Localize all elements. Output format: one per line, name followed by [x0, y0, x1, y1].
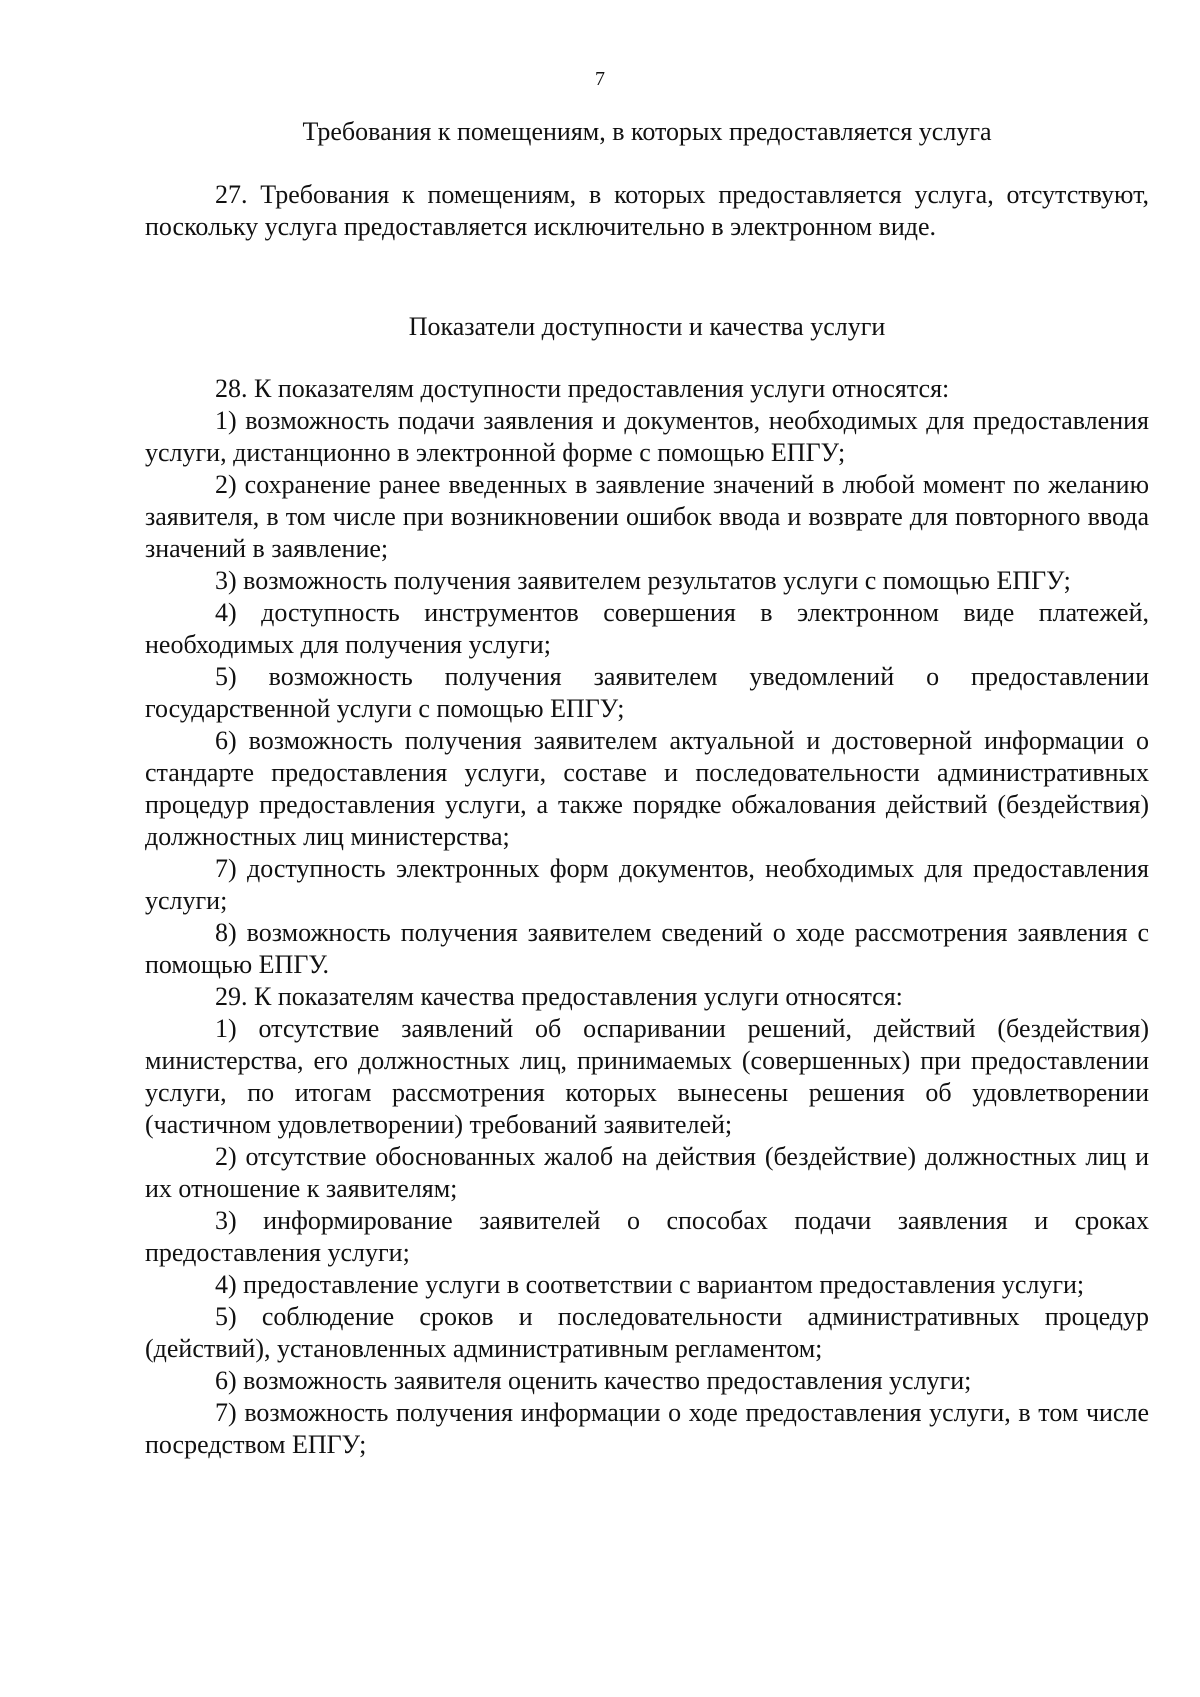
list-item-28-2: 2) сохранение ранее введенных в заявление значений в любой момент по желанию заявителя, в том числе при возникновении ошибок ввода и возврате для повторного ввода значений в заявление;: [145, 470, 1149, 563]
list-item-28-1: 1) возможность подачи заявления и документов, необходимых для предоставления услуги, дистанционно в электронной форме с помощью ЕПГУ;: [145, 406, 1149, 467]
section-heading-premises: Требования к помещениям, в которых предоставляется услуга: [302, 117, 992, 146]
list-item-28-8: 8) возможность получения заявителем сведений о ходе рассмотрения заявления с помощью ЕПГУ.: [145, 918, 1149, 979]
list-item-28-6: 6) возможность получения заявителем актуальной и достоверной информации о стандарте предоставления услуги, составе и последовательности административных процедур предоставления услуги, а также порядке обжалования действий (бездействия) должностных лиц министерства;: [145, 726, 1149, 851]
section-heading-indicators: Показатели доступности и качества услуги: [408, 312, 886, 341]
list-item-29-6: 6) возможность заявителя оценить качество предоставления услуги;: [215, 1366, 972, 1395]
list-item-29-2: 2) отсутствие обоснованных жалоб на действия (бездействие) должностных лиц и их отношение к заявителям;: [145, 1142, 1149, 1203]
paragraph-27: 27. Требования к помещениям, в которых предоставляется услуга, отсутствуют, поскольку услуга предоставляется исключительно в электронном виде.: [145, 180, 1149, 241]
list-item-28-4: 4) доступность инструментов совершения в электронном виде платежей, необходимых для получения услуги;: [145, 598, 1149, 659]
page-number: 7: [595, 68, 605, 90]
list-item-29-5: 5) соблюдение сроков и последовательности административных процедур (действий), установленных административным регламентом;: [145, 1302, 1149, 1363]
list-item-29-3: 3) информирование заявителей о способах подачи заявления и сроках предоставления услуги;: [145, 1206, 1149, 1267]
section-body-premises: [145, 179, 1149, 243]
section-body-indicators: [145, 373, 1149, 1461]
paragraph-29: 29. К показателям качества предоставления услуги относятся:: [215, 982, 903, 1011]
list-item-28-3: 3) возможность получения заявителем результатов услуги с помощью ЕПГУ;: [215, 566, 1071, 595]
list-item-29-7: 7) возможность получения информации о ходе предоставления услуги, в том числе посредством ЕПГУ;: [145, 1398, 1149, 1459]
list-item-29-4: 4) предоставление услуги в соответствии с вариантом предоставления услуги;: [215, 1270, 1085, 1299]
list-item-28-7: 7) доступность электронных форм документов, необходимых для предоставления услуги;: [145, 854, 1149, 915]
list-item-28-5: 5) возможность получения заявителем уведомлений о предоставлении государственной услуги с помощью ЕПГУ;: [145, 662, 1149, 723]
list-item-29-1: 1) отсутствие заявлений об оспаривании решений, действий (бездействия) министерства, его должностных лиц, принимаемых (совершенных) при предоставлении услуги, по итогам рассмотрения которых вынесены решения об удовлетворении (частичном удовлетворении) требований заявителей;: [145, 1014, 1149, 1139]
paragraph-28: 28. К показателям доступности предоставления услуги относятся:: [215, 374, 950, 403]
